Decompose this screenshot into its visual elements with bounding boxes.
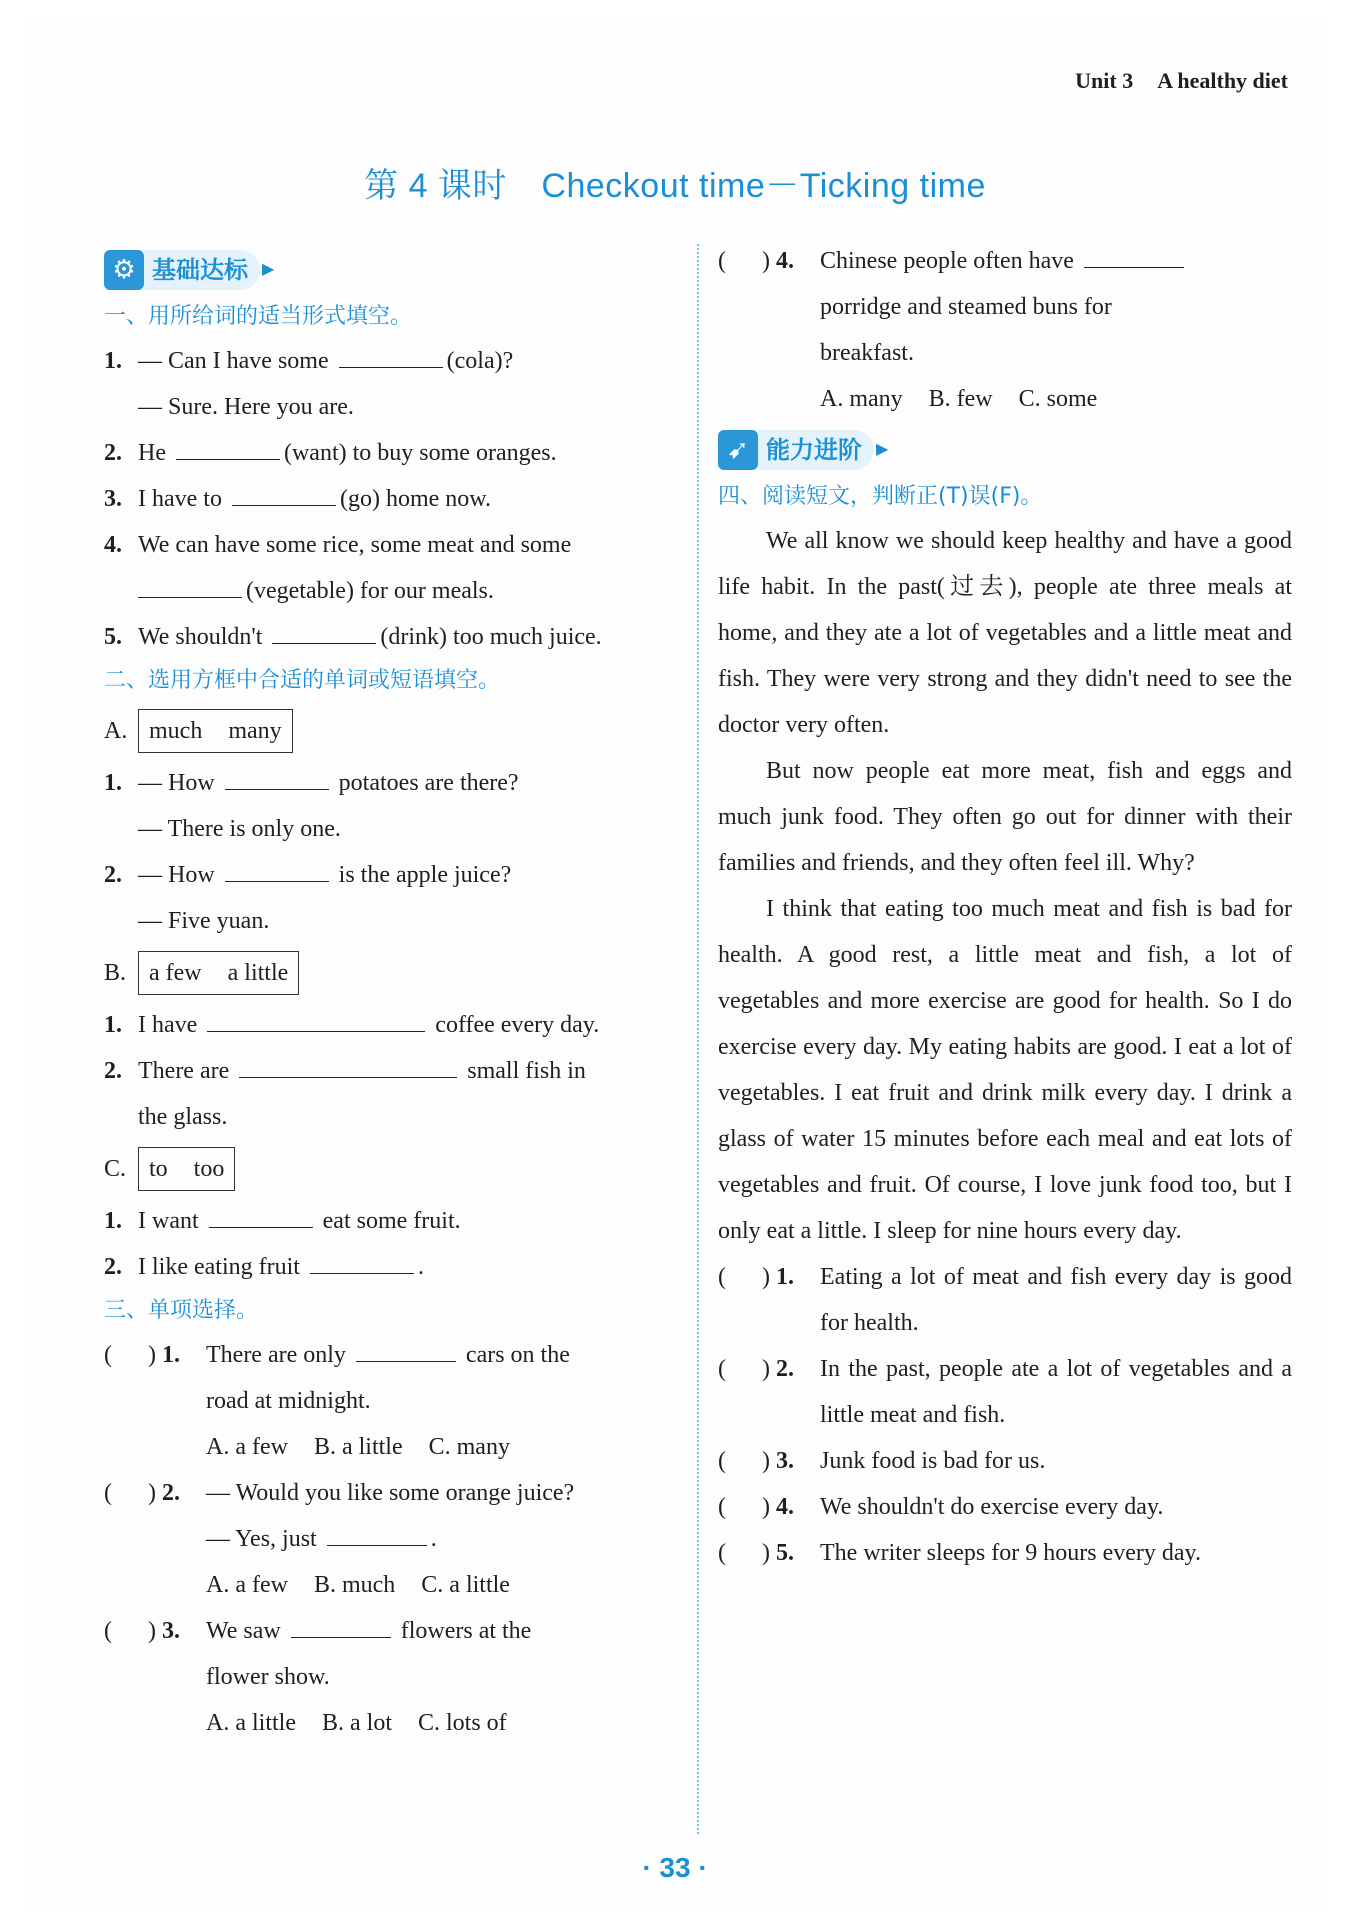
s2b-q1 <box>104 1002 676 1048</box>
answer-blank[interactable] <box>225 853 329 882</box>
choice-b[interactable]: B. few <box>928 386 993 412</box>
question-number: 5. <box>776 1540 794 1566</box>
choice-a[interactable]: A. a few <box>206 1572 288 1598</box>
question-number: 1. <box>104 348 122 374</box>
s1-q2 <box>104 430 676 476</box>
s3-q1-cont: road at midnight. <box>206 1388 371 1414</box>
s2a-q1-cont: — There is only one. <box>138 816 341 842</box>
question-text: I have <box>138 1012 198 1038</box>
group-letter: B. <box>104 960 127 986</box>
question-text: I like eating fruit <box>138 1254 300 1280</box>
question-number: 5. <box>104 624 122 650</box>
paren-close: ) <box>762 1264 770 1290</box>
answer-paren[interactable] <box>718 1346 776 1438</box>
s1-q5 <box>104 614 676 660</box>
answer-blank <box>1084 239 1184 268</box>
question-text: potatoes are there? <box>338 770 519 796</box>
box-word: too <box>193 1156 225 1182</box>
s3-q1-choices <box>104 1424 676 1470</box>
passage-paragraph: We all know we should keep healthy and have a good life habit. In the past(过去), people ate three meals at home, and they ate a lot of vegetables and a little meat and fish. They were very strong and they didn't need to see the doctor very often. <box>718 528 1292 738</box>
s1-q1-cont: — Sure. Here you are. <box>138 394 354 420</box>
s2a-q2 <box>104 852 676 898</box>
arrow-icon: ▶ <box>262 261 275 278</box>
question-number: 2. <box>162 1480 180 1506</box>
s3-q4-cont1: porridge and steamed buns for <box>820 294 1112 320</box>
advanced-badge <box>718 428 888 472</box>
answer-paren[interactable] <box>104 1608 162 1654</box>
question-text: I want <box>138 1208 199 1234</box>
question-text: We can have some rice, some meat and some <box>138 532 572 558</box>
question-number: 3. <box>776 1448 794 1474</box>
choice-c[interactable]: C. many <box>428 1434 510 1460</box>
word-box-b <box>104 950 676 996</box>
question-text: We shouldn't <box>138 624 263 650</box>
question-number: 2. <box>776 1356 794 1382</box>
answer-paren[interactable] <box>104 1332 162 1378</box>
word-box-c <box>104 1146 676 1192</box>
question-text: Junk food is bad for us. <box>820 1448 1046 1474</box>
question-text: cars on the <box>465 1342 570 1368</box>
question-text: — How <box>138 770 215 796</box>
column-divider <box>697 244 699 1834</box>
answer-paren[interactable] <box>718 238 776 284</box>
question-text: coffee every day. <box>435 1012 600 1038</box>
paren-open: ( <box>718 1540 726 1566</box>
question-text: — Yes, just <box>206 1526 317 1552</box>
answer-blank <box>291 1609 391 1638</box>
choice-c[interactable]: C. a little <box>421 1572 510 1598</box>
advanced-badge-label: 能力进阶 <box>758 430 874 470</box>
paren-close: ) <box>762 248 770 274</box>
word-box <box>138 951 299 995</box>
box-word: many <box>228 718 282 744</box>
paren-close: ) <box>762 1356 770 1382</box>
answer-blank[interactable] <box>176 431 280 460</box>
question-text: (vegetable) for our meals. <box>246 578 494 604</box>
question-text: flowers at the <box>400 1618 532 1644</box>
s4-q3 <box>718 1438 1292 1484</box>
gear-icon: ⚙ <box>104 250 144 290</box>
answer-blank[interactable] <box>138 569 242 598</box>
question-number: 4. <box>776 1494 794 1520</box>
question-text: We shouldn't do exercise every day. <box>820 1494 1164 1520</box>
paren-close: ) <box>148 1342 156 1368</box>
question-text: (drink) too much juice. <box>380 624 602 650</box>
s3-q1 <box>104 1332 676 1378</box>
basic-badge-label: 基础达标 <box>144 250 260 290</box>
question-number: 3. <box>104 486 122 512</box>
unit-topic: A healthy diet <box>1157 68 1288 93</box>
box-word: much <box>149 718 203 744</box>
question-text: He <box>138 440 166 466</box>
answer-blank[interactable] <box>209 1199 313 1228</box>
question-text: There are <box>138 1058 230 1084</box>
question-number: 1. <box>104 1012 122 1038</box>
word-box <box>138 1147 235 1191</box>
answer-paren[interactable] <box>718 1254 776 1346</box>
paren-open: ( <box>104 1342 112 1368</box>
choice-b[interactable]: B. a lot <box>321 1710 392 1736</box>
answer-blank[interactable] <box>239 1049 457 1078</box>
s4-q4 <box>718 1484 1292 1530</box>
question-text: — Can I have some <box>138 348 329 374</box>
question-text: The writer sleeps for 9 hours every day. <box>820 1540 1201 1566</box>
question-text: (cola)? <box>446 348 514 374</box>
answer-paren[interactable] <box>104 1470 162 1516</box>
choice-c[interactable]: C. some <box>1018 386 1098 412</box>
s3-q4-choices <box>718 376 1292 422</box>
question-number: 1. <box>776 1264 794 1290</box>
answer-blank <box>327 1517 427 1546</box>
answer-blank[interactable] <box>225 761 329 790</box>
s4-q2 <box>718 1346 1292 1438</box>
question-number: 1. <box>104 1208 122 1234</box>
paren-open: ( <box>718 248 726 274</box>
question-text: I have to <box>138 486 222 512</box>
s4-q1 <box>718 1254 1292 1346</box>
page-number: · 33 · <box>642 1852 708 1883</box>
question-number: 3. <box>162 1618 180 1644</box>
s2c-q1 <box>104 1198 676 1244</box>
s3-q2 <box>104 1470 676 1516</box>
lesson-title: 第 4 课时 Checkout time－Ticking time <box>364 167 986 205</box>
paren-open: ( <box>718 1356 726 1382</box>
paren-open: ( <box>104 1618 112 1644</box>
question-text: There are only <box>206 1342 346 1368</box>
answer-paren[interactable] <box>718 1484 776 1530</box>
answer-paren[interactable] <box>718 1530 776 1576</box>
s2c-q2 <box>104 1244 676 1290</box>
unit-label: Unit 3 <box>1075 68 1134 93</box>
question-number: 1. <box>162 1342 180 1368</box>
paren-close: ) <box>762 1494 770 1520</box>
answer-blank[interactable] <box>310 1245 414 1274</box>
answer-blank <box>356 1333 456 1362</box>
s3-q4-cont2: breakfast. <box>820 340 914 366</box>
question-number: 4. <box>776 248 794 274</box>
s2b-q2-cont: the glass. <box>138 1104 228 1130</box>
question-number: 1. <box>104 770 122 796</box>
passage-paragraph: I think that eating too much meat and fish is bad for health. A good rest, a little meat and fish, a lot of vegetables and more exercise are good for health. So I do exercise every day. My eating habits are good. I eat a lot of vegetables. I eat fruit and drink milk every day. I drink a glass of water 15 minutes before each meal and eat lots of vegetables and fruit. Of course, I love junk food too, but I only eat a little. I sleep for nine hours every day. <box>718 896 1292 1244</box>
box-word: a little <box>227 960 289 986</box>
choice-b[interactable]: B. a little <box>313 1434 403 1460</box>
question-text: — Would you like some orange juice? <box>206 1480 575 1506</box>
s2b-q2 <box>104 1048 676 1094</box>
reading-passage <box>718 518 1292 1254</box>
s2a-q1 <box>104 760 676 806</box>
question-text: . <box>430 1526 437 1552</box>
question-number: 2. <box>104 1058 122 1084</box>
s1-q1 <box>104 338 676 384</box>
left-column <box>104 248 676 1746</box>
s1-q3 <box>104 476 676 522</box>
s2a-q2-cont: — Five yuan. <box>138 908 270 934</box>
box-word: to <box>149 1156 168 1182</box>
s3-q2-choices <box>104 1562 676 1608</box>
choice-a[interactable]: A. a little <box>206 1710 296 1736</box>
paren-open: ( <box>718 1264 726 1290</box>
section-2-title: 二、选用方框中合适的单词或短语填空。 <box>104 668 501 693</box>
answer-blank[interactable] <box>232 477 336 506</box>
s4-q5 <box>718 1530 1292 1576</box>
paren-close: ) <box>762 1540 770 1566</box>
question-text: . <box>417 1254 424 1280</box>
s3-q3-cont: flower show. <box>206 1664 330 1690</box>
answer-paren[interactable] <box>718 1438 776 1484</box>
s3-q3-choices <box>104 1700 676 1746</box>
paren-open: ( <box>104 1480 112 1506</box>
section-4-title: 四、阅读短文，判断正(T)误(F)。 <box>718 484 1043 509</box>
question-number: 4. <box>104 532 122 558</box>
box-word: a few <box>149 960 202 986</box>
choice-c[interactable]: C. lots of <box>417 1710 507 1736</box>
choice-b[interactable]: B. much <box>313 1572 396 1598</box>
answer-blank[interactable] <box>207 1003 425 1032</box>
question-text: We saw <box>206 1618 281 1644</box>
running-icon: ➹ <box>718 430 758 470</box>
question-text: small fish in <box>467 1058 586 1084</box>
question-number: 2. <box>104 862 122 888</box>
word-box-a <box>104 708 676 754</box>
paren-close: ) <box>762 1448 770 1474</box>
question-text: (go) home now. <box>339 486 492 512</box>
question-text: is the apple juice? <box>338 862 512 888</box>
paren-open: ( <box>718 1494 726 1520</box>
question-number: 2. <box>104 1254 122 1280</box>
right-column <box>718 238 1292 1576</box>
question-text: Chinese people often have <box>820 248 1074 274</box>
paren-close: ) <box>148 1480 156 1506</box>
question-text: — How <box>138 862 215 888</box>
unit-header <box>1075 68 1288 94</box>
choice-a[interactable]: A. a few <box>206 1434 288 1460</box>
question-text: In the past, people ate a lot of vegetables and a little meat and fish. <box>820 1356 1292 1428</box>
s3-q4 <box>718 238 1292 284</box>
answer-blank[interactable] <box>339 339 443 368</box>
answer-blank[interactable] <box>272 615 376 644</box>
question-text: eat some fruit. <box>322 1208 461 1234</box>
section-3-title: 三、单项选择。 <box>104 1298 259 1323</box>
s3-q2-cont <box>104 1516 676 1562</box>
s3-q3 <box>104 1608 676 1654</box>
basic-badge <box>104 248 274 292</box>
question-number: 2. <box>104 440 122 466</box>
choice-a[interactable]: A. many <box>820 386 903 412</box>
paren-open: ( <box>718 1448 726 1474</box>
group-letter: A. <box>104 718 128 744</box>
passage-paragraph: But now people eat more meat, fish and eggs and much junk food. They often go out for dinner with their families and friends, and they often feel ill. Why? <box>718 758 1292 876</box>
word-box <box>138 709 293 753</box>
paren-close: ) <box>148 1618 156 1644</box>
group-letter: C. <box>104 1156 127 1182</box>
question-text: (want) to buy some oranges. <box>283 440 557 466</box>
s1-q4 <box>104 522 676 568</box>
arrow-icon: ▶ <box>876 441 889 458</box>
question-text: Eating a lot of meat and fish every day is good for health. <box>820 1264 1292 1336</box>
section-1-title: 一、用所给词的适当形式填空。 <box>104 304 413 329</box>
s1-q4-cont <box>104 568 676 614</box>
